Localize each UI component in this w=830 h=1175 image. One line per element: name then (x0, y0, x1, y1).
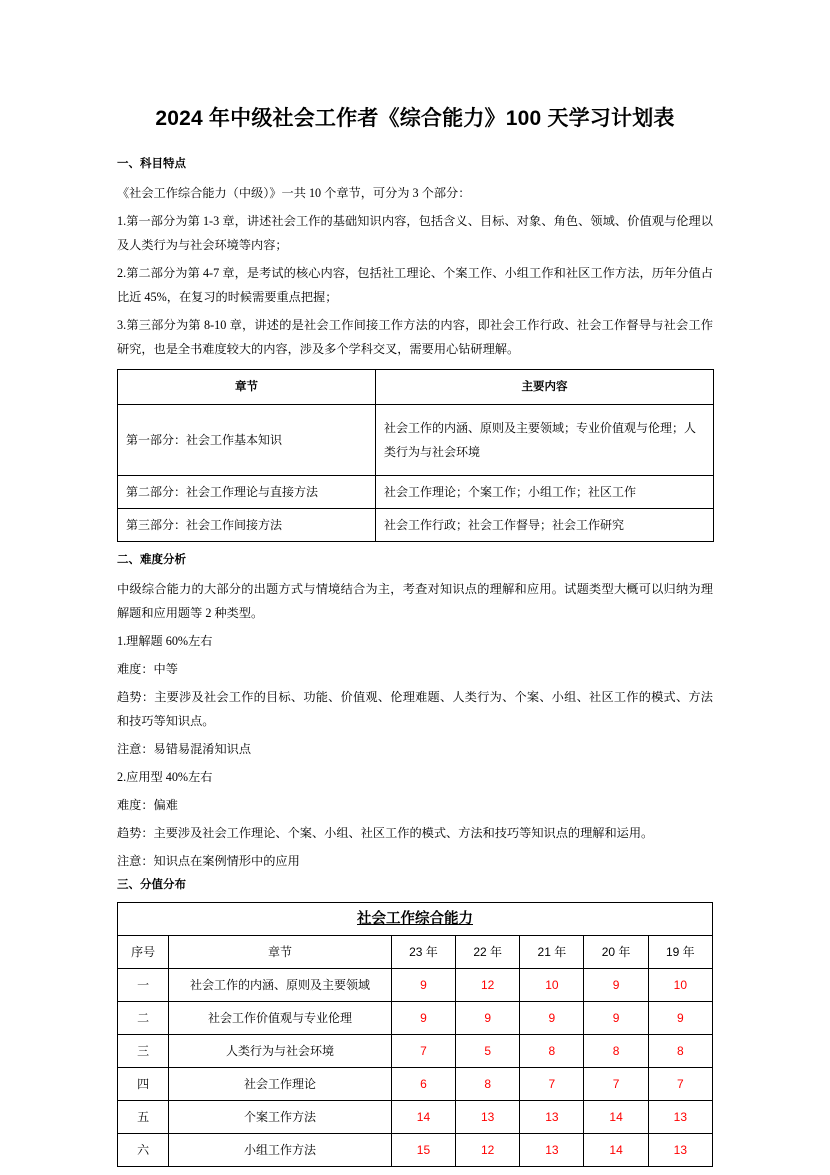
cell-no: 四 (118, 1068, 169, 1101)
cell-score-22: 5 (456, 1035, 520, 1068)
table-row (118, 1002, 713, 1035)
cell-score-19: 9 (648, 1002, 712, 1035)
column-header-year-19: 19 年 (648, 936, 712, 969)
cell-score-21: 9 (520, 1002, 584, 1035)
cell-chapter-name: 社会工作的内涵、原则及主要领域 (169, 969, 392, 1002)
document-body (117, 104, 713, 1167)
column-header-year-21: 21 年 (520, 936, 584, 969)
score-table-title-row (118, 903, 713, 936)
cell-score-23: 7 (391, 1035, 455, 1068)
section-heading-difficulty-analysis: 二、难度分析 (117, 554, 186, 566)
cell-no: 五 (118, 1101, 169, 1134)
table-header-row (118, 370, 714, 405)
cell-score-22: 12 (456, 1134, 520, 1167)
cell-score-21: 13 (520, 1101, 584, 1134)
column-header-main-content: 主要内容 (376, 370, 714, 405)
section2-line-3: 趋势：主要涉及社会工作的目标、功能、价值观、伦理难题、人类行为、个案、小组、社区工作的模式、方法和技巧等知识点。 (117, 690, 713, 728)
cell-score-22: 12 (456, 969, 520, 1002)
section2-line-7: 趋势：主要涉及社会工作理论、个案、小组、社区工作的模式、方法和技巧等知识点的理解和运用。 (117, 826, 654, 840)
cell-chapter: 第三部分：社会工作间接方法 (118, 509, 376, 542)
section1-item-1: 1.第一部分为第 1-3 章，讲述社会工作的基础知识内容，包括含义、目标、对象、角色、领域、价值观与伦理以及人类行为与社会环境等内容； (117, 214, 713, 252)
cell-score-23: 9 (391, 969, 455, 1002)
cell-score-23: 6 (391, 1068, 455, 1101)
cell-score-23: 15 (391, 1134, 455, 1167)
cell-chapter-name: 个案工作方法 (169, 1101, 392, 1134)
cell-chapter-name: 人类行为与社会环境 (169, 1035, 392, 1068)
section2-line-6: 难度：偏难 (117, 798, 178, 812)
cell-content: 社会工作行政；社会工作督导；社会工作研究 (376, 509, 714, 542)
table-row (118, 1101, 713, 1134)
cell-score-21: 13 (520, 1134, 584, 1167)
section2-line-8: 注意：知识点在案例情形中的应用 (117, 854, 300, 868)
table-row (118, 969, 713, 1002)
cell-chapter-name: 社会工作理论 (169, 1068, 392, 1101)
section2-line-1: 1.理解题 60%左右 (117, 634, 213, 648)
cell-score-22: 13 (456, 1101, 520, 1134)
cell-score-19: 8 (648, 1035, 712, 1068)
cell-score-19: 10 (648, 969, 712, 1002)
table-row (118, 476, 714, 509)
cell-no: 三 (118, 1035, 169, 1068)
section2-line-4: 注意：易错易混淆知识点 (117, 742, 252, 756)
cell-score-22: 8 (456, 1068, 520, 1101)
cell-score-21: 7 (520, 1068, 584, 1101)
cell-score-19: 13 (648, 1101, 712, 1134)
column-header-year-22: 22 年 (456, 936, 520, 969)
section1-item-3: 3.第三部分为第 8-10 章，讲述的是社会工作间接工作方法的内容，即社会工作行政、社会工作督导与社会工作研究，也是全书难度较大的内容，涉及多个学科交叉，需要用心钻研理解。 (117, 318, 713, 356)
cell-chapter: 第一部分：社会工作基本知识 (118, 405, 376, 476)
cell-score-19: 13 (648, 1134, 712, 1167)
section-heading-subject-features: 一、科目特点 (117, 158, 186, 170)
section2-line-2: 难度：中等 (117, 662, 178, 676)
section2-line-5: 2.应用型 40%左右 (117, 770, 213, 784)
cell-score-23: 14 (391, 1101, 455, 1134)
cell-score-19: 7 (648, 1068, 712, 1101)
column-header-year-23: 23 年 (391, 936, 455, 969)
score-distribution-table (117, 902, 713, 1167)
cell-score-20: 9 (584, 1002, 648, 1035)
page-title: 2024 年中级社会工作者《综合能力》100 天学习计划表 (155, 107, 675, 130)
column-header-no: 序号 (118, 936, 169, 969)
cell-score-20: 14 (584, 1101, 648, 1134)
section1-intro: 《社会工作综合能力（中级）》一共 10 个章节，可分为 3 个部分： (117, 186, 471, 200)
table-row (118, 1035, 713, 1068)
column-header-chapter: 章节 (118, 370, 376, 405)
cell-no: 二 (118, 1002, 169, 1035)
score-table-title (118, 903, 713, 936)
score-table-title-text: 社会工作综合能力 (357, 911, 473, 927)
chapter-overview-table (117, 369, 714, 542)
cell-score-20: 8 (584, 1035, 648, 1068)
cell-score-21: 8 (520, 1035, 584, 1068)
section2-intro: 中级综合能力的大部分的出题方式与情境结合为主，考查对知识点的理解和应用。试题类型大概可以归纳为理解题和应用题等 2 种类型。 (117, 582, 713, 620)
cell-score-20: 7 (584, 1068, 648, 1101)
column-header-chapter: 章节 (169, 936, 392, 969)
table-row (118, 405, 714, 476)
table-header-row (118, 936, 713, 969)
column-header-year-20: 20 年 (584, 936, 648, 969)
table-row (118, 1068, 713, 1101)
cell-score-20: 14 (584, 1134, 648, 1167)
cell-chapter-name: 小组工作方法 (169, 1134, 392, 1167)
cell-score-20: 9 (584, 969, 648, 1002)
cell-score-21: 10 (520, 969, 584, 1002)
cell-score-23: 9 (391, 1002, 455, 1035)
section-heading-score-distribution: 三、分值分布 (117, 879, 186, 891)
cell-content: 社会工作的内涵、原则及主要领域；专业价值观与伦理；人类行为与社会环境 (376, 405, 714, 476)
cell-no: 一 (118, 969, 169, 1002)
section1-item-2: 2.第二部分为第 4-7 章，是考试的核心内容，包括社工理论、个案工作、小组工作和社区工作方法，历年分值占比近 45%，在复习的时候需要重点把握； (117, 266, 713, 304)
table-row (118, 1134, 713, 1167)
cell-no: 六 (118, 1134, 169, 1167)
table-row (118, 509, 714, 542)
cell-content: 社会工作理论；个案工作；小组工作；社区工作 (376, 476, 714, 509)
cell-score-22: 9 (456, 1002, 520, 1035)
cell-chapter: 第二部分：社会工作理论与直接方法 (118, 476, 376, 509)
cell-chapter-name: 社会工作价值观与专业伦理 (169, 1002, 392, 1035)
